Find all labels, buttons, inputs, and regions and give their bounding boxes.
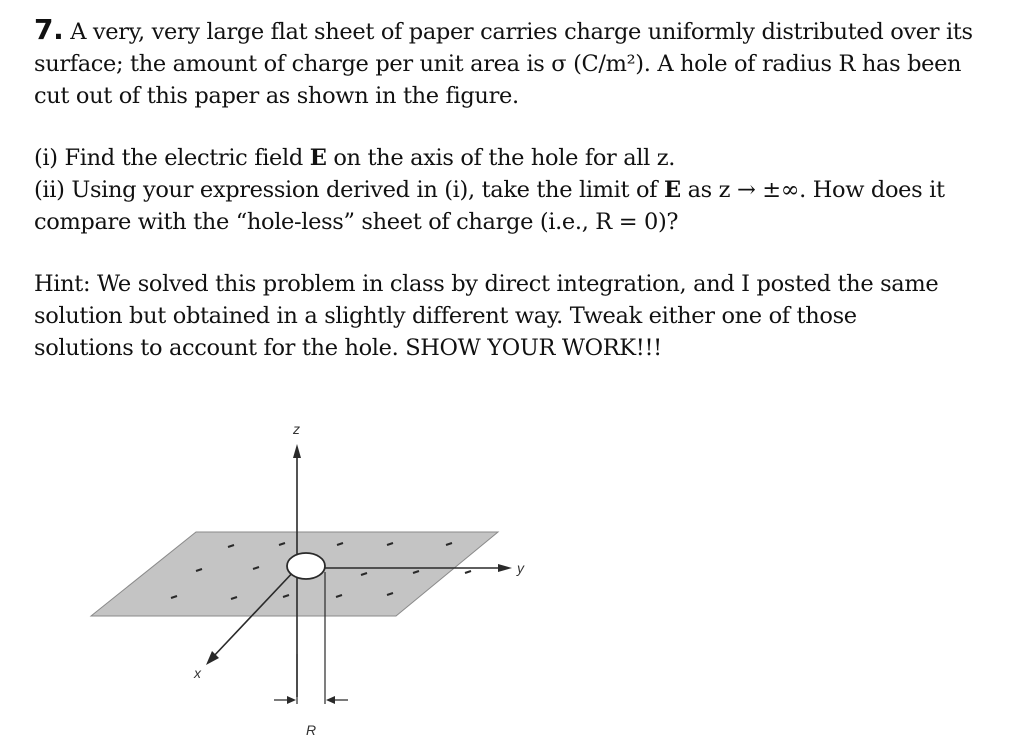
problem-text: [34, 14, 1009, 364]
intro-line-1-text: A very, very large flat sheet of paper carries charge uniformly distributed over its: [70, 19, 973, 45]
y-axis-label: y: [517, 560, 524, 576]
figure-svg: [34, 392, 534, 750]
intro-line-1: [34, 14, 1009, 48]
radius-arrowhead-left: [287, 696, 296, 704]
part-ii-line-1: [34, 174, 1009, 206]
part-ii-field-symbol: E: [663, 177, 681, 203]
hint-line-3: solutions to account for the hole. SHOW YOUR WORK!!!: [34, 335, 662, 361]
part-i-post: on the axis of the hole for all z.: [326, 145, 676, 171]
z-axis-label: z: [293, 421, 300, 437]
part-ii-pre: (ii) Using your expression derived in (i), take the limit of: [34, 177, 664, 203]
charge-mark: [465, 571, 471, 573]
part-i-pre: (i) Find the electric field: [34, 145, 310, 171]
x-axis-label: x: [194, 665, 201, 681]
radius-arrowhead-right: [326, 696, 335, 704]
hint-line-2: solution but obtained in a slightly different way. Tweak either one of those: [34, 303, 857, 329]
y-axis-arrowhead: [498, 564, 512, 572]
part-i-field-symbol: E: [309, 145, 327, 171]
part-ii-line-2: compare with the “hole-less” sheet of charge (i.e., R = 0)?: [34, 209, 679, 235]
radius-label: R: [306, 722, 317, 738]
z-axis-arrowhead: [293, 444, 301, 458]
part-ii-post: as z → ±∞. How does it: [680, 177, 945, 203]
hole: [287, 553, 325, 579]
problem-number: 7.: [34, 13, 64, 46]
charged-sheet-figure: [34, 392, 534, 750]
hint-line-1: Hint: We solved this problem in class by direct integration, and I posted the same: [34, 271, 939, 297]
intro-line-3: cut out of this paper as shown in the figure.: [34, 83, 519, 109]
problem-intro: [34, 14, 1009, 112]
part-i: [34, 142, 1009, 174]
problem-hint: [34, 268, 1009, 364]
problem-parts: [34, 142, 1009, 238]
intro-line-2: surface; the amount of charge per unit area is σ (C/m²). A hole of radius R has been: [34, 51, 962, 77]
